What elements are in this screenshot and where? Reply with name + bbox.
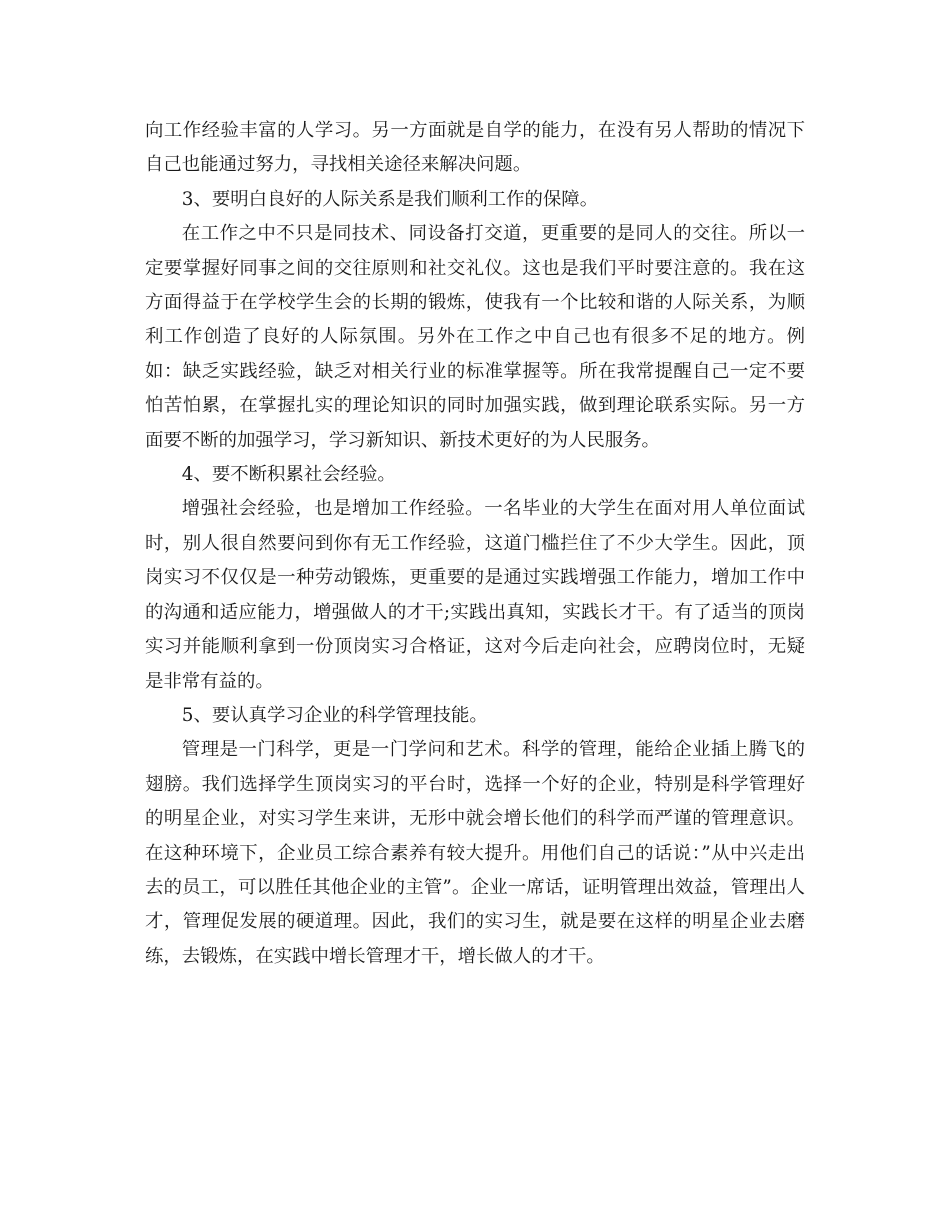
paragraph-2: 在工作之中不只是同技术、同设备打交道，更重要的是同人的交往。所以一定要掌握好同事之间的交往原则和社交礼仪。这也是我们平时要注意的。我在这方面得益于在学校学生会的长期的锻炼，使我有一个比较和谐的人际关系，为顺利工作创造了良好的人际氛围。另外在工作之中自己也有很多不足的地方。例如：缺乏实践经验，缺乏对相关行业的标准掌握等。所在我常提醒自己一定不要怕苦怕累，在掌握扎实的理论知识的同时加强实践，做到理论联系实际。另一方面要不断的加强学习，学习新知识、新技术更好的为人民服务。 — [145, 223, 805, 451]
heading-item-4: 4、要不断积累社会经验。 — [181, 464, 396, 486]
heading-item-5: 5、要认真学习企业的科学管理技能。 — [181, 704, 488, 726]
paragraph-3: 增强社会经验，也是增加工作经验。一名毕业的大学生在面对用人单位面试时，别人很自然要问到你有无工作经验，这道门槛拦住了不少大学生。因此，顶岗实习不仅仅是一种劳动锻炼，更重要的是通过实践增强工作能力，增加工作中的沟通和适应能力，增强做人的才干;实践出真知，实践长才干。有了适当的顶岗实习并能顺利拿到一份顶岗实习合格证，这对今后走向社会，应聘岗位时，无疑是非常有益的。 — [145, 498, 805, 692]
paragraph-1: 向工作经验丰富的人学习。另一方面就是自学的能力，在没有另人帮助的情况下自己也能通过努力，寻找相关途径来解决问题。 — [145, 120, 805, 176]
document-body — [145, 114, 805, 974]
heading-item-3: 3、要明白良好的人际关系是我们顺利工作的保障。 — [181, 188, 599, 210]
paragraph-4: 管理是一门科学，更是一门学问和艺术。科学的管理，能给企业插上腾飞的翅膀。我们选择学生顶岗实习的平台时，选择一个好的企业，特别是科学管理好的明星企业，对实习学生来讲，无形中就会增长他们的科学而严谨的管理意识。在这种环境下，企业员工综合素养有较大提升。用他们自己的话说：”从中兴走出去的员工，可以胜任其他企业的主管”。企业一席话，证明管理出效益，管理出人才，管理促发展的硬道理。因此，我们的实习生，就是要在这样的明星企业去磨练，去锻炼，在实践中增长管理才干，增长做人的才干。 — [145, 739, 805, 967]
